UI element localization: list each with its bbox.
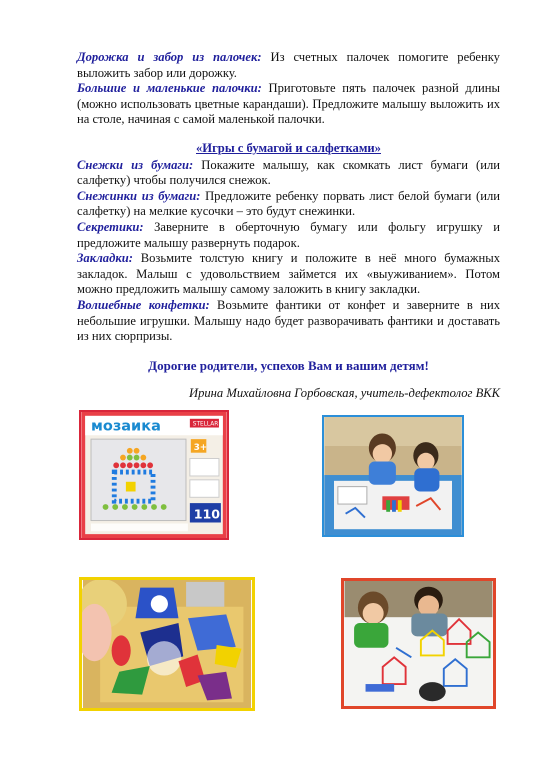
text-block [77, 50, 500, 402]
paragraph-text: Возьмите толстую книгу и положите в неё много бумажных закладок. Малыш с удовольствием займется их «выуживанием». Потом можно предложить малышу самому заложить в книгу закладки. [77, 251, 500, 297]
paragraph-text: Возьмите фантики от конфет и заверните в них небольшие игрушки. Малышу надо будет разворачивать фантики и доставать из них сюрпризы. [77, 297, 500, 344]
term-label: Волшебные конфетки: [77, 297, 210, 312]
author-signature: Ирина Михайловна Горбовская, учитель-дефектолог ВКК [188, 386, 500, 401]
section-title: «Игры с бумагой и салфетками» [196, 140, 381, 155]
paragraph-bookmarks [77, 251, 500, 298]
paragraph-secrets [77, 220, 500, 251]
photo-kids-table [322, 415, 464, 537]
mosaic-count: 110 [193, 506, 221, 522]
term-label: Большие и маленькие палочки: [77, 81, 262, 96]
mosaic-box-illustration [81, 412, 227, 538]
felt-shapes-illustration [82, 580, 252, 708]
term-label: Закладки: [77, 251, 133, 266]
paragraph-text: Из счетных палочек помогите ребенку выложить забор или дорожку. [77, 50, 500, 80]
paragraph-sticks [77, 81, 500, 128]
mosaic-age: 3+ [193, 442, 208, 453]
mosaic-brand: STELLAR [192, 421, 219, 428]
kids-sticks-illustration [344, 581, 493, 706]
photo-kids-sticks [341, 578, 496, 709]
kids-table-illustration [324, 417, 462, 535]
photo-felt-shapes [79, 577, 255, 711]
term-label: Секретики: [77, 219, 144, 234]
paragraph-text: Приготовьте пять палочек разной длины (можно использовать цветные карандаши). Предложите малышу выложить их на столе, начиная с самой маленькой палочки. [77, 81, 500, 127]
term-label: Снежинки из бумаги: [77, 188, 201, 203]
mosaic-title: мозаика [91, 418, 161, 435]
paragraph-text: Предложите ребенку порвать лист белой бумаги (или салфетку) на мелкие кусочки – это будут снежинки. [77, 188, 501, 219]
photo-mosaic-box [79, 410, 229, 540]
paragraph-candies [77, 298, 500, 345]
term-label: Дорожка и забор из палочек: [77, 50, 262, 64]
paragraph-snowflakes [77, 189, 500, 220]
term-label: Снежки из бумаги: [77, 157, 194, 172]
closing-line: Дорогие родители, успехов Вам и вашим детям! [148, 357, 429, 373]
paragraph-fence [77, 50, 500, 81]
paragraph-snowballs [77, 158, 500, 189]
paragraph-text: Покажите малышу, как скомкать лист бумаги (или салфетку) чтобы получился снежок. [77, 157, 500, 188]
paragraph-text: Заверните в оберточную бумагу или фольгу игрушку и предложите малышу развернуть подарок. [77, 219, 500, 250]
